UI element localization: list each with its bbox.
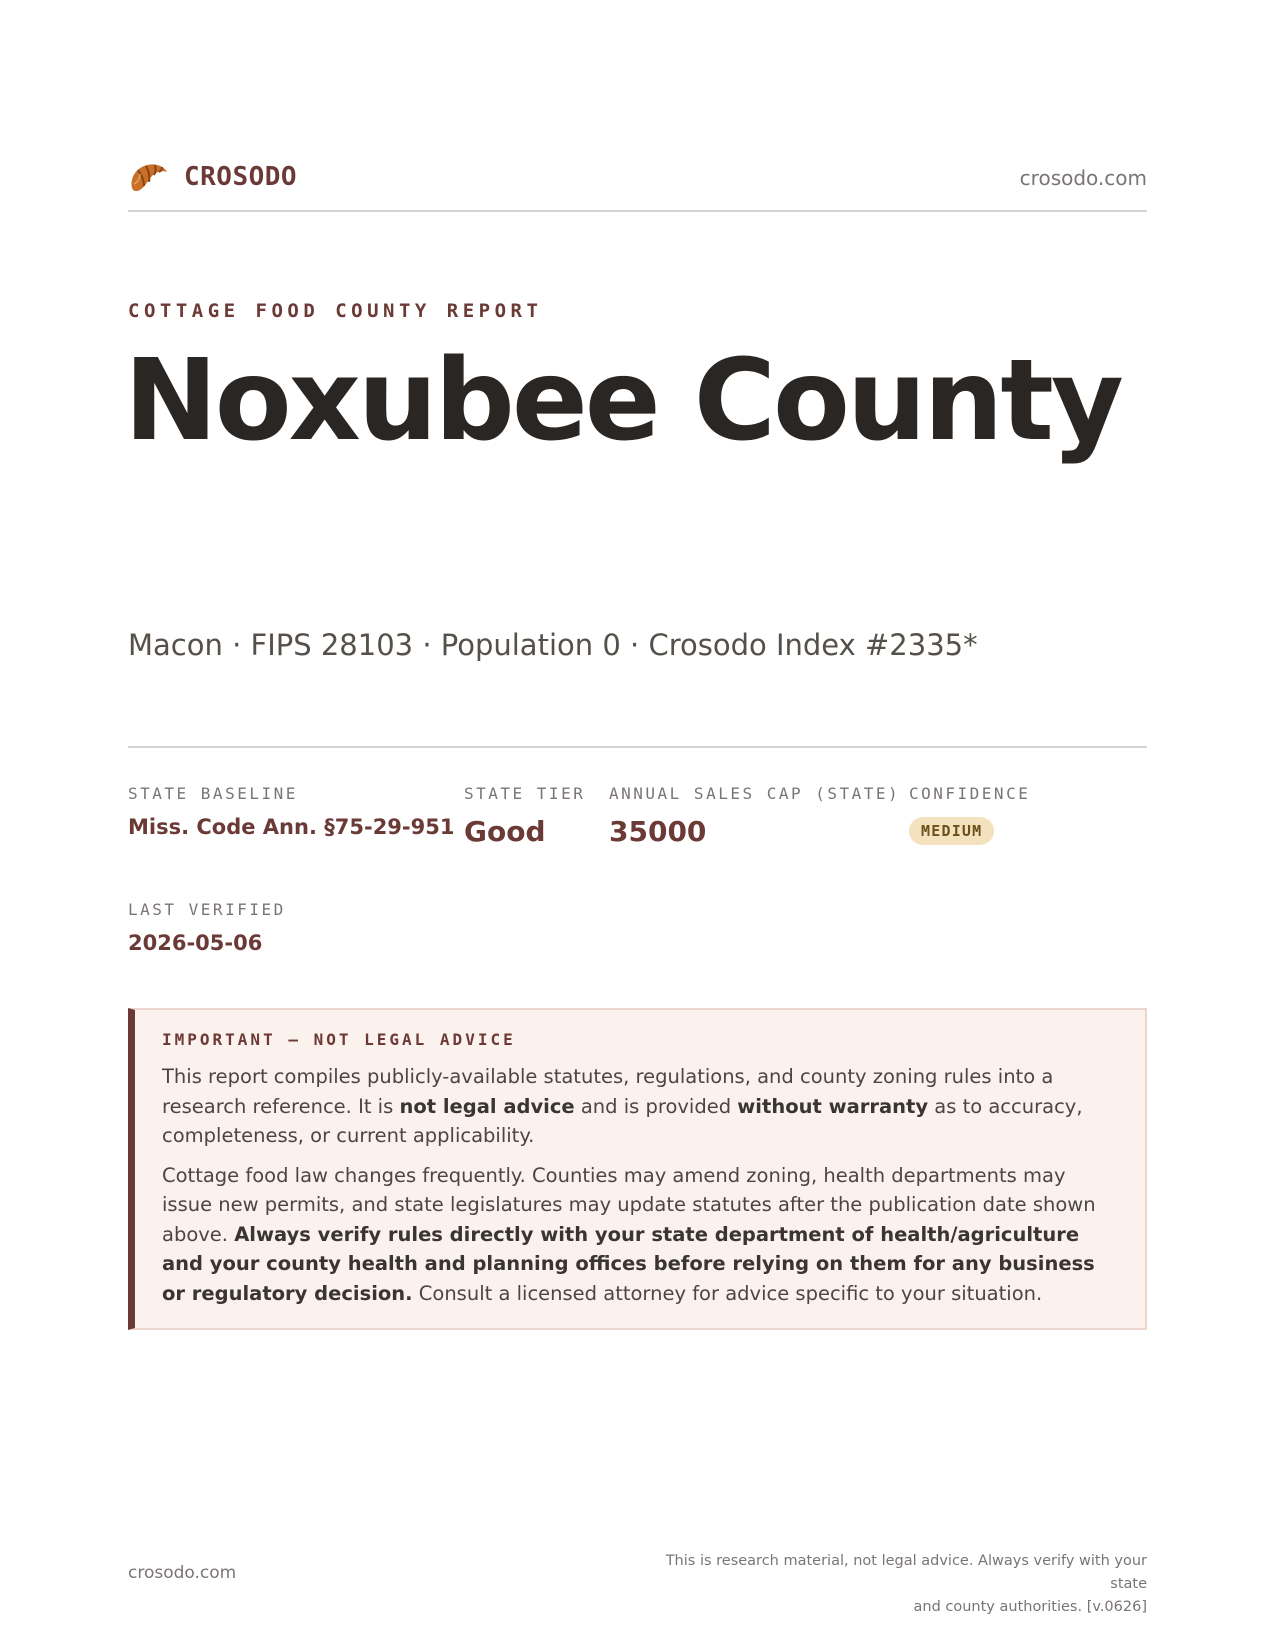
brand-logo[interactable] (128, 158, 297, 196)
stat-confidence (909, 784, 1030, 845)
disclaimer-heading: IMPORTANT — NOT LEGAL ADVICE (162, 1030, 516, 1049)
stat-value: Good (464, 815, 546, 848)
legal-disclaimer (128, 1008, 1147, 1330)
stat-label: ANNUAL SALES CAP (STATE) (609, 784, 901, 803)
stat-label: STATE BASELINE (128, 784, 298, 803)
footer-disclaimer-line: This is research material, not legal advice. Always verify with your state (665, 1553, 1147, 1592)
croissant-icon (128, 158, 170, 196)
stat-value: 35000 (609, 815, 707, 848)
report-eyebrow: COTTAGE FOOD COUNTY REPORT (128, 300, 543, 322)
section-divider (128, 746, 1147, 748)
disclaimer-paragraph-2: Cottage food law changes frequently. Counties may amend zoning, health departments may issue new permits, and state legislatures may update statutes after the publication date shown above. Always verify rules directly with your state department of health/agriculture and your county health and planning offices before relying on them for any business or regulatory decision. Consult a licensed attorney for advice specific to your situation. (162, 1163, 1096, 1305)
stat-value: Miss. Code Ann. §75-29-951 (128, 815, 455, 839)
stat-last-verified (128, 900, 286, 955)
stat-state-baseline (128, 784, 454, 839)
footer-site-link[interactable]: crosodo.com (128, 1563, 237, 1583)
county-title: Noxubee County (124, 336, 1121, 466)
disclaimer-paragraph-1: This report compiles publicly-available statutes, regulations, and county zoning rules into a research reference. It is not legal advice and is provided without warranty as to accuracy, completeness, or current applicability. (162, 1065, 1083, 1147)
stat-label: LAST VERIFIED (128, 900, 286, 919)
footer-disclaimer-line: and county authorities. [v.0626] (913, 1599, 1147, 1615)
stat-value: 2026-05-06 (128, 931, 263, 955)
brand-name: CROSODO (184, 162, 298, 192)
stat-label: STATE TIER (464, 784, 586, 803)
stat-state-tier (464, 784, 585, 848)
report-page (124, 0, 1147, 1650)
stat-label: CONFIDENCE (909, 784, 1031, 803)
county-subline: Macon · FIPS 28103 · Population 0 · Crosodo Index #2335* (128, 628, 978, 662)
stat-sales-cap (609, 784, 900, 848)
confidence-badge: MEDIUM (909, 817, 994, 845)
page-header (128, 156, 1147, 212)
footer-disclaimer (627, 1550, 1147, 1619)
header-site-link[interactable]: crosodo.com (1019, 166, 1147, 190)
